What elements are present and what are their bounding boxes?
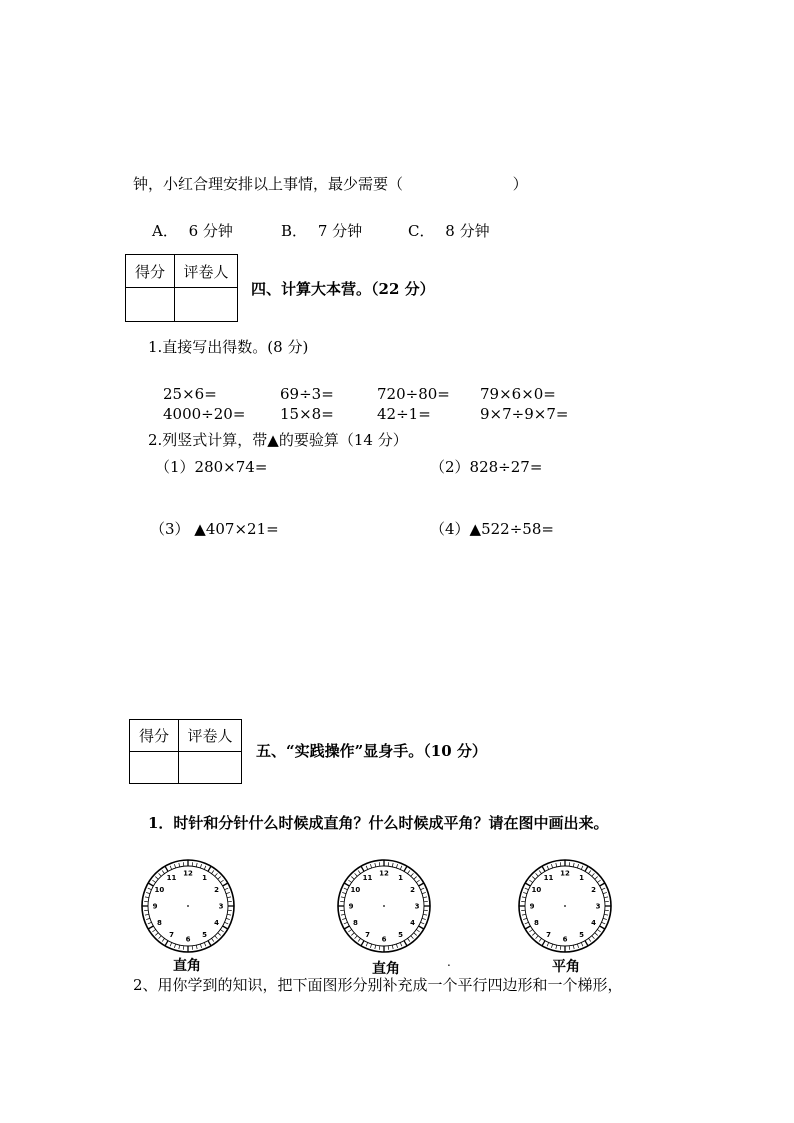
clock-face-2[interactable] (336, 858, 432, 954)
section-4-q1: 1.直接写出得数。(8 分) (148, 338, 309, 356)
section-5-title: 五、“实践操作”显身手。（10 分） (256, 742, 487, 760)
vertical-calc-1: （1）280×74= (155, 458, 268, 476)
clock-tick (174, 864, 175, 868)
clock-number: 3 (218, 902, 224, 911)
clock-tick (396, 944, 397, 948)
clock-tick (227, 914, 231, 915)
clock-tick (525, 883, 530, 886)
clock-tick (577, 864, 578, 868)
clock-number: 2 (591, 886, 597, 894)
clock-tick (581, 866, 583, 870)
clock-number: 8 (352, 919, 358, 927)
clock-tick (212, 938, 214, 941)
clock-tick (592, 936, 595, 939)
calc-item: 15×8= (280, 405, 334, 423)
clock-tick (400, 866, 402, 870)
clock-tick (200, 864, 201, 868)
clock-number: 6 (381, 935, 387, 944)
clock-tick (146, 892, 150, 893)
clock-center-dot (383, 905, 385, 907)
clock-tick (226, 892, 230, 893)
clock-tick (600, 926, 605, 929)
clock-tick (419, 883, 424, 886)
clock-tick (542, 941, 545, 946)
clock-tick (411, 936, 414, 939)
section-4-title: 四、计算大本营。（22 分） (251, 280, 435, 298)
clock-tick (208, 941, 211, 946)
clock-tick (422, 892, 426, 893)
clock-tick (170, 866, 172, 870)
calc-item: 79×6×0= (480, 385, 556, 403)
clock-number: 9 (529, 902, 535, 911)
clock-number: 7 (365, 931, 370, 940)
clock-number: 4 (214, 919, 220, 927)
clock-tick (146, 918, 150, 919)
clock-tick (532, 933, 535, 936)
clock-tick (581, 943, 583, 947)
clock-tick (152, 930, 155, 932)
clock-tick (159, 936, 162, 939)
clock-tick (604, 897, 608, 898)
clock-tick (351, 877, 354, 880)
clock-tick (342, 892, 346, 893)
clock-tick (573, 945, 574, 949)
clock-tick (414, 877, 417, 880)
clock-tick (396, 864, 397, 868)
clock-number: 1 (579, 873, 584, 882)
choice-c[interactable] (408, 224, 490, 239)
clock-tick (423, 914, 427, 915)
clock-tick (200, 944, 201, 948)
clock-tick (522, 914, 526, 915)
clock-tick (196, 945, 197, 949)
clock-tick (404, 941, 407, 946)
clock-tick (220, 930, 223, 932)
clock-tick (604, 914, 608, 915)
clock-tick (589, 870, 591, 873)
clock-tick (602, 888, 606, 890)
clock-tick (344, 883, 349, 886)
clock-tick (536, 873, 539, 876)
clock-tick (411, 873, 414, 876)
clock-tick (358, 938, 360, 941)
clock-tick (165, 866, 168, 871)
clock-number: 5 (579, 931, 584, 940)
clock-tick (225, 922, 229, 924)
clock-number: 9 (348, 902, 354, 911)
clock-tick (204, 943, 206, 947)
grader-header: 评卷人 (175, 255, 238, 288)
clock-tick (348, 880, 351, 882)
clock-tick (223, 926, 228, 929)
clock-tick (539, 870, 541, 873)
clock-tick (355, 936, 358, 939)
clock-tick (595, 933, 598, 936)
clock-tick (361, 866, 364, 871)
clock-tick (218, 877, 221, 880)
clock-tick (215, 873, 218, 876)
choice-letter: C． (408, 222, 435, 240)
clock-number: 9 (152, 902, 158, 911)
clock-tick (408, 938, 410, 941)
clock-tick (522, 897, 526, 898)
clock-tick (392, 945, 393, 949)
clock-tick (603, 918, 607, 919)
calc-item: 4000÷20= (163, 405, 246, 423)
clock-tick (370, 944, 371, 948)
choice-a[interactable] (152, 224, 233, 239)
clock-tick (573, 863, 574, 867)
clock-tick (162, 938, 164, 941)
choice-text: 6 分钟 (188, 222, 233, 240)
choice-b[interactable] (281, 224, 362, 239)
clock-tick (592, 873, 595, 876)
clock-tick (165, 941, 168, 946)
clock-tick (597, 880, 600, 882)
clock-tick (179, 945, 180, 949)
clock-number: 1 (398, 873, 403, 882)
clock-tick (342, 918, 346, 919)
clock-tick (225, 888, 229, 890)
clock-tick (551, 864, 552, 868)
clock-tick (341, 897, 345, 898)
clock-tick (351, 933, 354, 936)
choice-text: 8 分钟 (445, 222, 490, 240)
clock-tick (155, 933, 158, 936)
clock-tick (159, 873, 162, 876)
score-table (129, 719, 242, 784)
clock-number: 10 (350, 886, 361, 894)
grader-cell[interactable] (175, 288, 238, 322)
clock-tick (416, 880, 419, 882)
clock-tick (375, 945, 376, 949)
score-header: 得分 (126, 255, 175, 288)
clock-tick (408, 870, 410, 873)
clock-tick (400, 943, 402, 947)
clock-tick (602, 922, 606, 924)
clock-center-dot (564, 905, 566, 907)
clock-face-3[interactable] (517, 858, 613, 954)
clock-tick (529, 880, 532, 882)
clock-tick (208, 866, 211, 871)
clock-tick (174, 944, 175, 948)
clock-tick (218, 933, 221, 936)
clock-number: 6 (562, 935, 568, 944)
clock-tick (155, 877, 158, 880)
clock-number: 10 (531, 886, 542, 894)
clock-number: 4 (410, 919, 416, 927)
grader-cell[interactable] (179, 752, 242, 784)
score-table (125, 254, 238, 322)
score-header: 得分 (130, 720, 179, 752)
clock-tick (595, 877, 598, 880)
clock-tick (145, 897, 149, 898)
clock-number: 5 (398, 931, 403, 940)
clock-number: 3 (414, 902, 420, 911)
section-4-q2: 2.列竖式计算，带▲的要验算（14 分） (148, 431, 408, 449)
clock-tick (145, 914, 149, 915)
clock-tick (212, 870, 214, 873)
clock-tick (348, 930, 351, 932)
clock-tick (361, 941, 364, 946)
clock-tick (523, 918, 527, 919)
clock-tick (404, 866, 407, 871)
clock-tick (422, 918, 426, 919)
clock-tick (551, 944, 552, 948)
clock-tick (220, 880, 223, 882)
vertical-calc-3: （3） ▲407×21= (150, 520, 279, 538)
clock-tick (215, 936, 218, 939)
clock-label-2: 直角 (372, 961, 400, 977)
clock-tick (148, 883, 153, 886)
choice-letter: A． (152, 222, 178, 240)
clock-label-1: 直角 (173, 958, 201, 974)
clock-number: 2 (214, 886, 220, 894)
clock-tick (148, 922, 152, 924)
clock-tick (539, 938, 541, 941)
clock-tick (152, 880, 155, 882)
score-cell[interactable] (130, 752, 179, 784)
clock-tick (585, 941, 588, 946)
clock-tick (556, 945, 557, 949)
clock-tick (600, 883, 605, 886)
clock-tick (226, 918, 230, 919)
clock-tick (375, 863, 376, 867)
clock-tick (589, 938, 591, 941)
clock-number: 2 (410, 886, 416, 894)
vertical-calc-2: （2）828÷27= (430, 458, 543, 476)
clock-tick (525, 888, 529, 890)
grader-header: 评卷人 (179, 720, 242, 752)
section-5-q1: 1．时针和分针什么时候成直角？什么时候成平角？请在图中画出来。 (148, 814, 609, 832)
clock-tick (556, 863, 557, 867)
clock-tick (525, 926, 530, 929)
clock-number: 8 (533, 919, 539, 927)
clock-tick (344, 888, 348, 890)
vertical-calc-4: （4）▲522÷58= (430, 520, 554, 538)
clock-tick (196, 863, 197, 867)
clock-tick (227, 897, 231, 898)
question-text: 钟，小红合理安排以上事情，最少需要（ (133, 175, 404, 193)
clock-tick (358, 870, 360, 873)
clock-tick (148, 888, 152, 890)
clock-tick (529, 930, 532, 932)
clock-tick (547, 943, 549, 947)
clock-tick (603, 892, 607, 893)
clock-tick (355, 873, 358, 876)
clock-tick (414, 933, 417, 936)
score-cell[interactable] (126, 288, 175, 322)
clock-tick (366, 866, 368, 870)
choice-letter: B． (281, 222, 308, 240)
clock-tick (416, 930, 419, 932)
clock-center-dot (187, 905, 189, 907)
calc-item: 42÷1= (377, 405, 431, 423)
clock-number: 11 (362, 873, 373, 882)
clock-number: 12 (560, 869, 570, 878)
clock-tick (423, 897, 427, 898)
clock-number: 5 (202, 931, 207, 940)
clock-number: 12 (379, 869, 389, 878)
clock-number: 8 (156, 919, 162, 927)
clock-tick (341, 914, 345, 915)
clock-tick (523, 892, 527, 893)
question-continuation (133, 177, 528, 192)
clock-tick (577, 944, 578, 948)
clock-tick (204, 866, 206, 870)
clock-number: 3 (595, 902, 601, 911)
stray-dot: . (447, 955, 451, 969)
clock-tick (585, 866, 588, 871)
clock-number: 7 (169, 931, 174, 940)
clock-tick (419, 926, 424, 929)
clock-tick (532, 877, 535, 880)
choice-text: 7 分钟 (317, 222, 363, 240)
clock-tick (344, 922, 348, 924)
calc-item: 720÷80= (377, 385, 450, 403)
clock-tick (170, 943, 172, 947)
clock-tick (223, 883, 228, 886)
clock-tick (162, 870, 164, 873)
clock-tick (344, 926, 349, 929)
clock-tick (366, 943, 368, 947)
calc-item: 69÷3= (280, 385, 334, 403)
clock-number: 7 (546, 931, 551, 940)
clock-number: 6 (185, 935, 191, 944)
clock-tick (547, 866, 549, 870)
clock-number: 11 (166, 873, 177, 882)
clock-tick (370, 864, 371, 868)
clock-number: 11 (543, 873, 554, 882)
clock-tick (148, 926, 153, 929)
clock-number: 4 (591, 919, 597, 927)
clock-tick (542, 866, 545, 871)
clock-tick (392, 863, 393, 867)
clock-tick (421, 922, 425, 924)
calc-item: 25×6= (163, 385, 217, 403)
clock-tick (421, 888, 425, 890)
clock-tick (597, 930, 600, 932)
clock-tick (536, 936, 539, 939)
clock-face-1[interactable] (140, 858, 236, 954)
answer-close-paren: ） (512, 175, 528, 193)
clock-number: 1 (202, 873, 207, 882)
section-5-q2: 2、用你学到的知识，把下面图形分别补充成一个平行四边形和一个梯形， (133, 976, 623, 994)
clock-tick (179, 863, 180, 867)
calc-item: 9×7÷9×7= (480, 405, 569, 423)
clock-label-3: 平角 (552, 959, 580, 975)
clock-tick (525, 922, 529, 924)
clock-number: 10 (154, 886, 165, 894)
clock-number: 12 (183, 869, 193, 878)
